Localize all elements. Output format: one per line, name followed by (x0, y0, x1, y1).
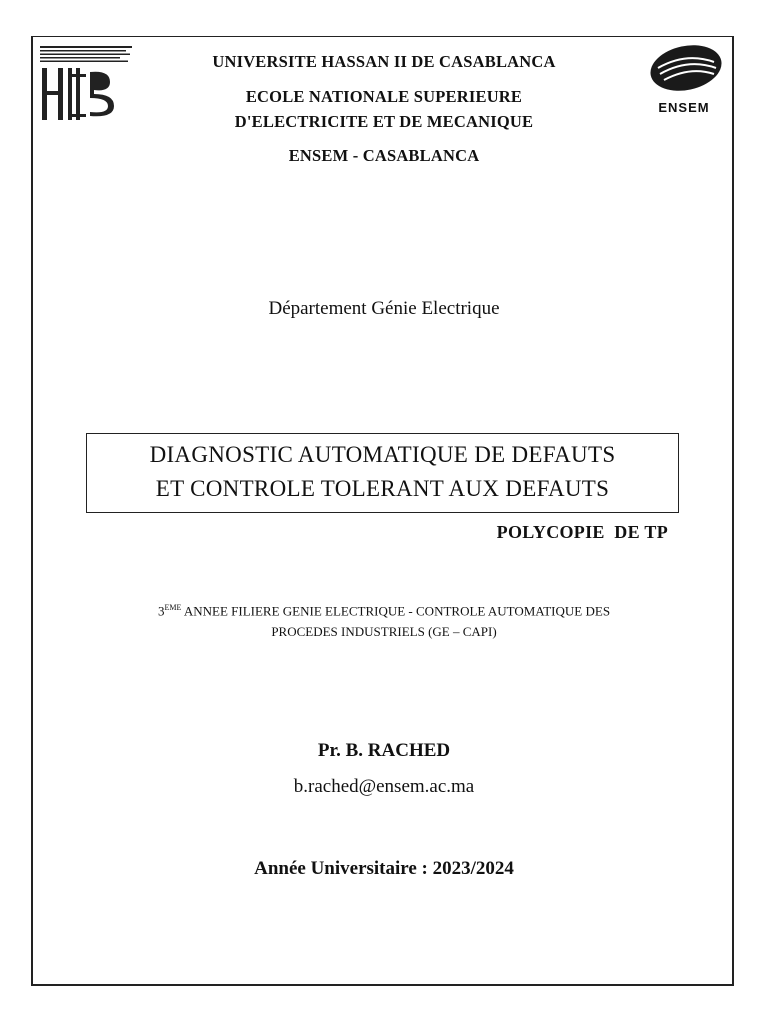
school-name-line1: ECOLE NATIONALE SUPERIEURE (245, 87, 523, 106)
author-name: Pr. B. RACHED (317, 740, 451, 761)
department-name: Département Génie Electrique (268, 298, 500, 319)
program-line-2: PROCEDES INDUSTRIELS (GE – CAPI) (271, 624, 497, 640)
academic-year: Année Universitaire : 2023/2024 (254, 858, 514, 879)
program-year-superscript: EME (164, 603, 182, 612)
title-line-1: DIAGNOSTIC AUTOMATIQUE DE DEFAUTS (149, 442, 616, 467)
school-short-name: ENSEM - CASABLANCA (288, 146, 480, 165)
program-line-1 (0, 597, 768, 621)
program-description (0, 597, 768, 642)
ensem-logo-text: ENSEM (658, 100, 710, 115)
title-line-2: ET CONTROLE TOLERANT AUX DEFAUTS (155, 476, 610, 501)
program-year-number: 3 (157, 603, 165, 619)
university-name: UNIVERSITE HASSAN II DE CASABLANCA (212, 52, 556, 71)
author-email: b.rached@ensem.ac.ma (293, 776, 475, 797)
program-line-1-text: ANNEE FILIERE GENIE ELECTRIQUE - CONTROLE AUTOMATIQUE DES (181, 603, 611, 619)
document-title-box (86, 433, 679, 513)
document-subtitle: POLYCOPIE DE TP (496, 522, 668, 542)
school-name-line2: D'ELECTRICITE ET DE MECANIQUE (234, 112, 534, 131)
